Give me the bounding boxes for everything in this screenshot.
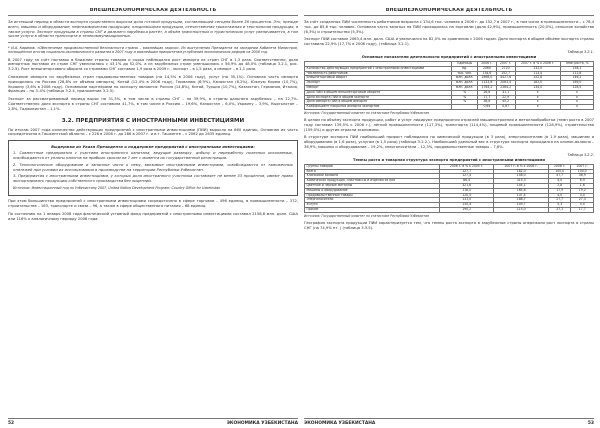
table-cell: 134,6 [478, 71, 497, 76]
table-cell: 2063,4 [496, 81, 515, 86]
table-cell: 169,0 [560, 81, 593, 86]
table-source-note: Источник: Государственный комитет по статистике Республики Узбекистан [304, 110, 430, 115]
table-cell: 17,9 [548, 188, 571, 193]
table-cell: 128,5 [560, 85, 593, 90]
table-cell: % [452, 100, 478, 105]
table-cell: 100,0 [571, 169, 594, 174]
table-cell: 2060 [478, 66, 497, 71]
table-cell: Внешнеторговый оборот [305, 76, 452, 81]
table-header-cell: 2007 г. в % к 2006 г. [515, 61, 560, 66]
table-cell: Численность работников [305, 71, 452, 76]
body-paragraph: Экспорт за рассматриваемый период вырос на 31,3%, в том числе в страны СНГ – на 39,9%, в страны дальнего зарубежья – на 12,7%. Соответственно доля экспорта в страны СНГ составила 41,7%, в том числе в Россию – 19,6%, Казахстан – 6,0%, Украину – 3,9%, Кыргызстан – 2,8%, Таджикистан – 1,1%. [8, 97, 298, 111]
table-cell: 134,0 [515, 85, 560, 90]
table-cell: х [515, 90, 560, 95]
table-cell: млн. долл. [452, 76, 478, 81]
table-cell: 6,9 [571, 179, 594, 184]
body-paragraph: По итогам 2007 года количество действующих предприятий с иностранными инвестициями (ПИИ) выросло на 660 единиц. Основная их часть сосредоточена в Ташкентской области – с 226 в 2006 г. до 286 в 2007 г. и в г. Ташкенте – с 2062 до 2635 единиц. [8, 127, 298, 137]
table-cell: 31,1 [496, 90, 515, 95]
table-cell: 27,3 [571, 198, 594, 203]
table-cell: 127,7 [439, 169, 494, 174]
table-cell: Прочие [305, 207, 440, 212]
page-footer [304, 418, 594, 426]
decree-box [8, 140, 298, 196]
body-paragraph: В структуре экспорта ПИИ наибольший прирост наблюдался по химической продукции (в 3 раза), энергоносителям (в 1,9 раза), машинам и оборудованию (в 1,6 раза), услугам (в 1,5 раза) (таблица 3.2.2.). Наибольший удельный вес в структуре экспорта приходился на хлопок-волокно – 36,9%, машины и оборудование – 19,2%, энергоносители – 12,3%, продовольственные товары – 7,6%. [304, 135, 594, 149]
decree-item: 1. Совместные предприятия с участием иностранного капитала, ведущие разведку, добычу и переработку полезных ископаемых, освобождаются от уплаты налогов на прибыль сроком на 7 лет с момента их государственной регистрации. [13, 151, 293, 160]
journal-title: ЭКОНОМИКА УЗБЕКИСТАНА [226, 421, 298, 426]
table-title: Темпы роста и товарная структура экспорта предприятий с иностранными инвестициями [353, 157, 545, 162]
body-paragraph: В 2007 году за счёт поставок в ближние страны товаров и сырья наблюдался рост импорта из стран СНГ в 1,3 раза. Соответственно, доля импортных поставок из стран СНГ увеличилась с 43,1% до 52,0%, а из зарубежных стран уменьшилась с 56,9% до 48,0% (таблица 3.2.1, рис. 3.2.5). Рост внешнеторгового оборота со странами СНГ составил 1,9 раза в 2009 г., экспорт – в 1,5 раза, а импорт – в 1,1 раза. [8, 57, 298, 72]
right-page [304, 8, 594, 426]
table-cell: млн. долл. [452, 85, 478, 90]
running-header: ВНЕШНЕЭКОНОМИЧЕСКАЯ ДЕЯТЕЛЬНОСТЬ [304, 8, 594, 16]
table-cell: 132,0 [515, 66, 560, 71]
table-cell: х [515, 105, 560, 110]
body-paragraph: Снижение импорта из зарубежных стран продовольственных товаров (на 14,5% в 2006 году), услуг (на 35,1%). Основная часть импорта приходилась на Россию (28,8% от объёма импорта), Китай (12,4% в 2006 году), Германию (6,9%), Казахстан (6,2%), Южную Корею (10,7%), Украину (3,6% в 2006 году). Основными партнёрами по экспорту являются: Россия (14,8%), Китай, Турция (10,7%), Казахстан, Германия, Италия, Франция – по 3–4% (таблица 3.2.4, приложение 3.2.5). [8, 74, 298, 94]
table-cell: 2720 [496, 66, 515, 71]
running-header: ВНЕШНЕЭКОНОМИЧЕСКАЯ ДЕЯТЕЛЬНОСТЬ [8, 8, 298, 16]
table-cell: Машины и оборудование [305, 188, 440, 193]
table-cell: 1133,8 [478, 81, 497, 86]
decree-item: 3. Предприятия с иностранными инвестициями, у которых доля иностранного участника составляет не менее 33 процентов, имеют право экспортировать продукцию собственного производства без лицензий. [13, 174, 293, 184]
table-cell: 164,6 [494, 188, 549, 193]
table-cell: 190,2 [439, 207, 494, 212]
table-cell: 2898,0 [478, 76, 497, 81]
table-cell: х [560, 100, 593, 105]
table-cell: 130,4 [439, 203, 494, 208]
body-paragraph: География экспорта продукции ПИИ характеризуется тем, что темпы роста экспорта в зарубежные страны опережали рост экспорта в страны СНГ (на 74,9% пт. ) (таблица 3.3.5). [304, 220, 594, 230]
table-cell: 36,9 [571, 174, 594, 179]
table-cell: 152,7 [496, 71, 515, 76]
table-cell: % [452, 90, 478, 95]
table-cell: 321,6 [439, 183, 494, 188]
table-cell: 1,6 [571, 183, 594, 188]
table-cell: Экспорт [305, 81, 452, 86]
table-cell: Количество действующих предприятий с иностранными инвестициями [305, 66, 452, 71]
intro-paragraph: За истекший период в области экспорта существенно выросла доля готовой продукции, составляющей сегодня более 38 процентов. Это, прежде всего, машины и оборудование, нефтехимическая продукция, плодоовощная продукция, отечественная трикотажная и текстильная продукция, а также услуги. Экспорт продукции в страны СНГ и дальнего зарубежья растёт, а объём транспортных и туристических услуг увеличивается, в том числе услуги в области транспорта и телекоммуникационных. [8, 20, 298, 39]
table-cell: Хлопковое волокно [305, 174, 440, 179]
table-cell: 5,3 [548, 203, 571, 208]
decree-box-title: Выдержки из Указа Президента о поддержке предприятий с иностранными инвестициями: [51, 144, 255, 150]
table-cell: % [452, 95, 478, 100]
table-cell: 158,0 [494, 174, 549, 179]
body-paragraph: По состоянию на 1 января 2008 года фактический уставный фонд предприятий с иностранными инвестициями составил 2158,8 млн. долл. США или 116% к аналогичному периоду 2006 года. [8, 211, 298, 221]
table-cell: Доля импорта ПИИ в общем импорте [305, 100, 452, 105]
table-cell: 4427,6 [496, 76, 515, 81]
table-cell: ед. [452, 66, 478, 71]
table-cell: Энергоносители [305, 198, 440, 203]
table-cell: 26,8 [478, 90, 497, 95]
table-cell: 66,4 [439, 179, 494, 184]
journal-title: ЭКОНОМИКА УЗБЕКИСТАНА [304, 421, 376, 426]
table-cell: 188,7 [494, 198, 549, 203]
table-cell: Коэффициент покрытия импорта экспортом [305, 105, 452, 110]
table-cell: 149,7 [494, 203, 549, 208]
table-header-cell: Темп роста, % [560, 61, 593, 66]
table-cell: Импорт [305, 85, 452, 90]
export-structure-table [304, 164, 594, 213]
table-cell: 315,3 [494, 179, 549, 184]
table-cell: 27,7 [548, 198, 571, 203]
table-cell: 144,1 [494, 183, 549, 188]
table-cell: Химическая продукция, пластмассы и изделия из них [305, 179, 440, 184]
table-title: Основные показатели деятельности предприятий с иностранными инвестициями [361, 54, 537, 59]
table-cell: 2,8 [548, 183, 571, 188]
table-cell: Услуги [305, 203, 440, 208]
table-cell: 17,7 [571, 207, 594, 212]
page-footer [8, 418, 298, 426]
table-source-note: Источник: Государственный комитет по статистике Республики Узбекистан [304, 213, 430, 218]
export-structure-table-body [305, 169, 594, 212]
footnote: * И.А. Каримов. «Обеспечение продовольственной безопасности страны – важнейшая задача». Из выступления Президента на заседании Кабинета Министров, посвящённом итогам социально-экономического развития в 2007 году и важнейшим приоритетам углубления экономических реформ на 2008 год. [8, 46, 298, 55]
table-cell: 3,0 [571, 193, 594, 198]
table-cell: 0,64 [478, 105, 497, 110]
table-cell: 131,0 [439, 198, 494, 203]
table-header-cell: 2007 г. в % к 2006 г. [494, 164, 549, 169]
table-cell [452, 105, 478, 110]
footnote-divider [8, 42, 298, 43]
table-cell: 4,0 [548, 193, 571, 198]
table-cell: х [560, 95, 593, 100]
table-cell: 47,7 [548, 174, 571, 179]
table-cell: 120,5 [439, 193, 494, 198]
indicators-table-body [305, 66, 594, 109]
table-cell: х [515, 95, 560, 100]
table-header-cell: Группы товаров [305, 164, 440, 169]
table-header-cell: 2007 г. [571, 164, 594, 169]
indicators-table [304, 61, 594, 110]
table-cell: Доля ПИИ в общем внешнеторговом обороте [305, 90, 452, 95]
table-cell: 158,1 [560, 66, 593, 71]
table-cell: 4,0 [548, 179, 571, 184]
table-header-cell: 2007 г. [496, 61, 515, 66]
table-header-cell: 2006 г. [478, 61, 497, 66]
table-cell: 0,87 [496, 105, 515, 110]
table-cell: 127,4 [439, 174, 494, 179]
table-number: Таблица 3.2.2. [567, 152, 594, 157]
table-number: Таблица 3.2.1. [567, 49, 594, 54]
page-number: 52 [8, 421, 15, 426]
decree-item: 2. Технологическое оборудование и запасные части к нему, ввозимые иностранными инвесторами, освобождаются от таможенных платежей при условии их использования в производстве на территории Республики Узбекистан. [13, 162, 293, 172]
table-cell: 4,4 [571, 203, 594, 208]
table-cell: 19,2 [571, 188, 594, 193]
table-cell: Цветные и чёрные металлы [305, 183, 440, 188]
table-header-cell: Единицы [452, 61, 478, 66]
left-page [8, 8, 298, 426]
table-row [305, 207, 594, 212]
table-cell: 27,1 [548, 207, 571, 212]
table-cell: 17,7 [478, 95, 497, 100]
table-cell: х [560, 105, 593, 110]
decree-source: Источник: Инвестиционный гид по Узбекистану 2007, United Nation Development Program; Country Office for Uzbekistan [13, 185, 221, 190]
table-cell: 146,2 [560, 76, 593, 81]
body-paragraph: Экспорт ПИИ составил 2063,4 млн. долл. США и увеличился на 82,0% по сравнению с 2006 годом. Доля экспорта в общем объёме экспорта страны составила 22,9% (17,7% в 2006 году), (таблица 3.2.1). [304, 37, 594, 47]
section-heading: 3.2. ПРЕДПРИЯТИЯ С ИНОСТРАННЫМИ ИНВЕСТИЦИЯМИ [61, 117, 245, 124]
table-cell: тыс. чел. [452, 71, 478, 76]
table-cell: 137,4 [494, 193, 549, 198]
table-cell: 1764,2 [478, 85, 497, 90]
table-cell: 182,0 [494, 169, 549, 174]
table-cell: 182,0 [515, 81, 560, 86]
table-cell: х [560, 90, 593, 95]
table-cell: 112,8 [560, 71, 593, 76]
table-header-cell: 2006 г. в % к 2005 г. [439, 164, 494, 169]
table-cell: млн. долл. [452, 81, 478, 86]
page-number: 53 [587, 421, 594, 426]
table-cell: 45,2 [496, 100, 515, 105]
table-cell: 2364,2 [496, 85, 515, 90]
body-paragraph: При этом большинство предприятий с иностранными инвестициями сосредоточено в сфере торговли – 496 единиц, в промышленности – 372, строительстве – 163, транспорте и связи – 96, а также в сфере общественного питания – 68 единиц. [8, 199, 298, 208]
table-cell: 22,9 [496, 95, 515, 100]
table-cell: 152,8 [515, 76, 560, 81]
body-paragraph: За счёт созданных ПИИ численность работников возросла с 134,6 тыс. человек в 2006 г. до 152,7 в 2007 г., в том числе в промышленности – с 78,4 тыс. до 85,6 тыс. человек. Основная часть занятых на ПИИ приходилась на торговлю (доля 42,9%), промышленность (20,0%), сельское хозяйство (6,3%) и строительство (5,3%). [304, 20, 594, 34]
table-cell: Продовольственные товары [305, 193, 440, 198]
table-cell: Доля экспорта ПИИ в общем экспорте [305, 95, 452, 100]
table-cell: 100,0 [548, 169, 571, 174]
table-header-cell: 2006 г. [548, 164, 571, 169]
table-cell: 115,0 [494, 207, 549, 212]
table-cell: Всего [305, 169, 440, 174]
table-cell: 113,4 [515, 71, 560, 76]
table-cell: 38,8 [478, 100, 497, 105]
body-paragraph: В целом по объёму экспорта продукции, работ и услуг лидируют предприятия отраслей машиностроения и металлообработки (темп роста в 2007 году составил 139,5% к 2006 г.), лёгкой промышленности (117,3%), транспорта (114,4%), пищевой промышленности (128,9%), строительства (159,0%) и другие отрасли экономики. [304, 117, 594, 132]
table-cell: х [515, 100, 560, 105]
table-cell: 116,0 [439, 188, 494, 193]
table-row [305, 105, 594, 110]
